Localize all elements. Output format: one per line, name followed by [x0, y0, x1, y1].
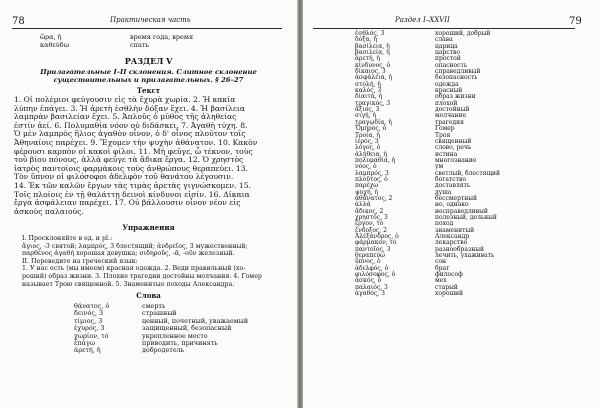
vocab-ru: ум	[435, 163, 444, 171]
vocab-ru: старый	[435, 283, 458, 291]
word-greek: χωρίον, τό	[74, 331, 109, 340]
word-greek: τίμιος, 3	[74, 316, 103, 325]
text-line: Τὸν ὕπνον οἱ φιλόσοφοι ἀδελφὸν τοῦ θανάτου λέγουσιν.	[14, 172, 234, 182]
exercise-line: ἄγιος, -3 святой; λαμπρός, 3 блестящий; ἀνδρεῖος, 3 мужественный;	[22, 242, 248, 250]
exercise-line: II. Переведите на греческий язык:	[22, 257, 138, 265]
left-running-head: Практическая часть	[110, 16, 191, 24]
section-subtitle-line: Прилагательные I–II склонения. Слитное склонение	[40, 68, 257, 76]
left-header-rule	[12, 28, 282, 29]
text-line: λύπην ἐπάγει. 3. Ἡ ἀρετὴ ἐσθλὴν δόξαν ἔχει. 4. Ἡ βασίλεια	[14, 103, 246, 113]
vocab-greek: φιλόσοφος, ὁ	[355, 271, 396, 279]
vocab-ru: хороший, добрый	[435, 30, 491, 37]
vocab-greek: τραγικός, 3	[355, 99, 391, 107]
vocab-greek: φάρμακον, τό	[355, 239, 397, 247]
vocab-ru: сон	[435, 258, 446, 266]
vocab-row	[303, 291, 600, 297]
text-line: ἀσκοὺς παλαιούς.	[14, 206, 84, 216]
vocab-ru: священный	[435, 137, 472, 145]
vocab-ru: брат	[435, 264, 450, 272]
word-ru: ценный, почетный, уважаемый	[142, 316, 249, 325]
vocab-greek: βασιλεία, ἡ	[355, 49, 390, 57]
vocab-greek: βασίλεια, ἡ	[355, 42, 390, 50]
vocab-greek: πολυμαθία, ἡ	[355, 156, 396, 164]
exercise-line: называет Трою священной. 5. Знаменитые походы Александра.	[22, 280, 235, 288]
vocab-ru: Александр	[435, 233, 470, 240]
vocab-ru: несправедливый	[435, 207, 488, 215]
text-heading: Текст	[136, 86, 161, 95]
vocab-ru: Гомер	[435, 125, 455, 133]
word-ru: добродетель	[142, 346, 185, 355]
text-line: τοῦ βίου πόνους, ἀλλὰ φεῦγε τὰ ἄδικα ἔργα. 12. Ὁ χρηστὸς	[14, 155, 244, 165]
vocab-greek: Ἀλέξανδρος, ὁ	[355, 233, 399, 240]
vocab-ru: плохой	[435, 99, 458, 107]
text-line: φέρουσι καρπὸν οἱ κακοὶ φίλοι. 11. Μὴ φεῦγε, ὦ τέκνον, τοὺς	[14, 146, 253, 156]
vocab-greek: ἱερός, 3	[355, 137, 379, 145]
vocab-ru: опасность	[435, 61, 468, 69]
exercise-line: παρθένος ἀγαθή хорошая девушка; σιδηροῦς, -ᾶ, -οῦν железный.	[22, 250, 235, 258]
section-title: РАЗДЕЛ V	[124, 56, 173, 66]
vocab-greek: ἔνδοξος, 2	[355, 226, 388, 234]
vocab-ru: трагедия	[435, 118, 464, 126]
vocab-greek: ἔργον, τό	[355, 220, 384, 228]
text-line: 14. Ἐκ τῶν καλῶν ἔργων τὰς τιμὰς ἀρετὰς γιγνώσκομεν. 15.	[14, 180, 251, 190]
vocab-ru: безопасность	[435, 74, 478, 82]
vocab-ru: доставлять	[435, 182, 471, 190]
word-greek: ἐπάγω	[74, 338, 95, 347]
word-ru: страшный	[142, 309, 177, 318]
vocab-ru: светлый, блестящий	[435, 169, 501, 177]
vocab-greek: ὕπνος, ὁ	[355, 258, 381, 266]
vocab-ru: мех	[435, 277, 447, 285]
exercises	[22, 235, 294, 288]
left-page	[0, 0, 297, 408]
words-list	[0, 303, 297, 355]
vocab-greek: ἀθάνατος, 2	[355, 194, 393, 202]
vocab-greek: Ὅμηρος, ὁ	[355, 125, 387, 133]
right-page-number: 79	[569, 16, 582, 27]
vocab-greek: σιγή, ἡ	[355, 112, 377, 120]
vocab-greek: ἄδικος, 2	[355, 207, 384, 215]
text-line: ἔργα ἀσφάλειαν παρέχει. 17. Οὐ βάλλουσιν οἶνον νέον εἰς	[14, 198, 241, 208]
vocab-greek: λαμπρός, 3	[355, 169, 389, 177]
vocab-greek: τραγῳδία, ἡ	[355, 118, 392, 126]
vocab-ru: но, однако	[435, 201, 469, 209]
vocab-ru: душа	[435, 188, 452, 196]
vocab-ru: царица	[435, 42, 458, 50]
greek-text	[14, 96, 294, 216]
top-entry-greek: ὥρα, ἡ	[40, 33, 62, 41]
vocab-ru: полезный, дельный	[435, 213, 497, 221]
vocab-ru: бессмертный	[435, 194, 478, 202]
exercises-heading: Упражнения	[122, 223, 175, 232]
vocab-greek: ἄξιος, 3	[355, 106, 380, 114]
vocab-greek: δίαιτα, ἡ	[355, 93, 383, 101]
vocab-greek: παντοῖος, 3	[355, 245, 391, 253]
vocab-greek: παρέχω	[355, 182, 379, 190]
word-greek: θάνατος, ὁ	[74, 302, 110, 310]
vocab-ru: многознание	[435, 156, 477, 164]
vocab-greek: καλός, 3	[355, 87, 382, 95]
vocab-ru: поход	[435, 220, 454, 228]
vocab-greek: ἀλλά	[355, 201, 371, 209]
words-heading: Слова	[136, 291, 161, 300]
vocab-ru: образ жизни	[435, 93, 476, 101]
vocab-greek: ἀσφάλεια, ἡ	[355, 74, 393, 82]
vocab-ru: молчание	[435, 112, 467, 120]
vocab-greek: δόξα, ἡ	[355, 36, 377, 44]
vocab-greek: στολή, ἡ	[355, 80, 381, 88]
word-ru: укрепленное место	[142, 331, 208, 340]
vocab-ru: Троя	[435, 131, 451, 139]
vocab-greek: παλαιός, 3	[355, 283, 388, 291]
text-line: λαμπρὰν βασιλείαν ἔχει. 5. Ἁπλοῦς ὁ μῦθος τῆς ἀληθείας	[14, 112, 237, 122]
top-entry-greek: καθεύδω	[40, 41, 69, 49]
vocab-greek: χρηστός, 3	[355, 213, 388, 221]
word-ru: приводить, причинять	[142, 338, 218, 347]
vocab-ru: лечить, ухаживать	[435, 252, 495, 260]
vocab-greek: ἀρετή, ἡ	[355, 55, 381, 63]
word-greek: δεινός, 3	[74, 309, 104, 318]
vocab-ru: красный	[435, 87, 463, 95]
vocab-greek: νόος, ὁ	[355, 163, 377, 171]
vocab-ru: царство	[435, 49, 460, 57]
vocab-greek: ἐσθλός, 3	[355, 30, 385, 37]
vocab-greek: ψυχή, ἡ	[355, 188, 378, 196]
vocab-greek: ἀδελφός, ὁ	[355, 264, 389, 272]
text-line: ἰατρὸς παντοίοις φαρμάκοις τοὺς ἀνθρώπους θεραπεύει. 13.	[14, 163, 248, 173]
vocab-greek: ἀσκός, ὁ	[355, 277, 382, 285]
text-line: Ἀθηναίοις παρέχει. 9. Ἔχομεν τὴν ψυχὴν ἀθάνατον. 10. Κακὸν	[14, 137, 258, 147]
left-page-number: 78	[12, 16, 25, 27]
vocab-greek: ἀλήθεια, ἡ	[355, 150, 387, 158]
vocab-ru: истина	[435, 150, 458, 158]
top-entry-ru: спать	[130, 41, 149, 49]
vocab-greek: δίκαιος, 3	[355, 68, 386, 76]
vocab-ru: достойный	[435, 106, 470, 114]
word-row	[0, 347, 297, 354]
text-line: ἐστίν ἀεί. 6. Πολυμαθία νόον οὐ διδάσκει. 7. Ἀγαθὴ τύχη. 8.	[14, 120, 248, 130]
vocab-greek: θεραπεύω	[355, 252, 385, 260]
right-running-head: Раздел I–XXVII	[395, 16, 450, 24]
text-line: Τοῖς πλοίοις ἐν τῇ θαλάττῃ δεινοὶ κίνδυνοι εἰσίν. 16. Δίκαια	[14, 189, 250, 199]
vocab-ru: лекарство	[435, 239, 468, 247]
vocab-ru: слава	[435, 36, 453, 44]
text-line: 1. Οἱ πολέμιοι φεύγουσιν εἰς τὰ ἔχυρὰ χωρία. 2. Ἡ κακία	[14, 95, 236, 104]
vocab-ru: хороший	[435, 290, 464, 298]
word-greek: ἐχυρός, 3	[74, 324, 105, 333]
vocab-greek: Τροία, ἡ	[355, 131, 380, 139]
exercise-line: 1. У нас есть (мы имеем) красная одежда. 2. Веди правильный (хо-	[22, 265, 246, 273]
word-greek: ἀρετή, ἡ	[74, 346, 101, 355]
vocabulary-list	[303, 31, 600, 297]
top-entry-ru: время года, время	[130, 33, 194, 41]
vocab-ru: философ	[435, 271, 463, 279]
vocab-ru: богатство	[435, 175, 466, 183]
vocab-ru: справедливый	[435, 68, 481, 76]
vocab-greek: πλοῦτος, ὁ	[355, 175, 388, 183]
word-ru: смерть	[142, 302, 166, 310]
right-header-rule	[313, 28, 575, 29]
vocab-ru: знаменитый	[435, 226, 475, 234]
exercise-line: I. Просклоняйте в ед. и pl.:	[22, 235, 113, 242]
word-ru: защищенный, безопасный	[142, 324, 232, 333]
vocab-greek: λόγος, ὁ	[355, 144, 381, 152]
vocab-ru: простой	[435, 55, 461, 63]
vocab-greek: κίνδυνος, ὁ	[355, 61, 391, 69]
vocab-ru: разнообразный	[435, 245, 484, 253]
vocab-greek: ἀγαθός, 3	[355, 290, 385, 298]
section-subtitle-line: существительных и прилагательных. § 26–27	[53, 76, 244, 84]
text-line: Ὁ μὲν λαμπρὸς ἥλιος ἀγαθὸν οἶνον, ὁ δ' οἶνος πλοῦτον τοῖς	[14, 129, 246, 139]
exercise-line: роший) образ жизни. 3. Плохие трагедии достойны молчания. 4. Гомер	[22, 272, 262, 280]
right-page	[303, 0, 600, 408]
vocab-ru: слово, речь	[435, 144, 472, 152]
vocab-ru: одежда	[435, 80, 459, 88]
